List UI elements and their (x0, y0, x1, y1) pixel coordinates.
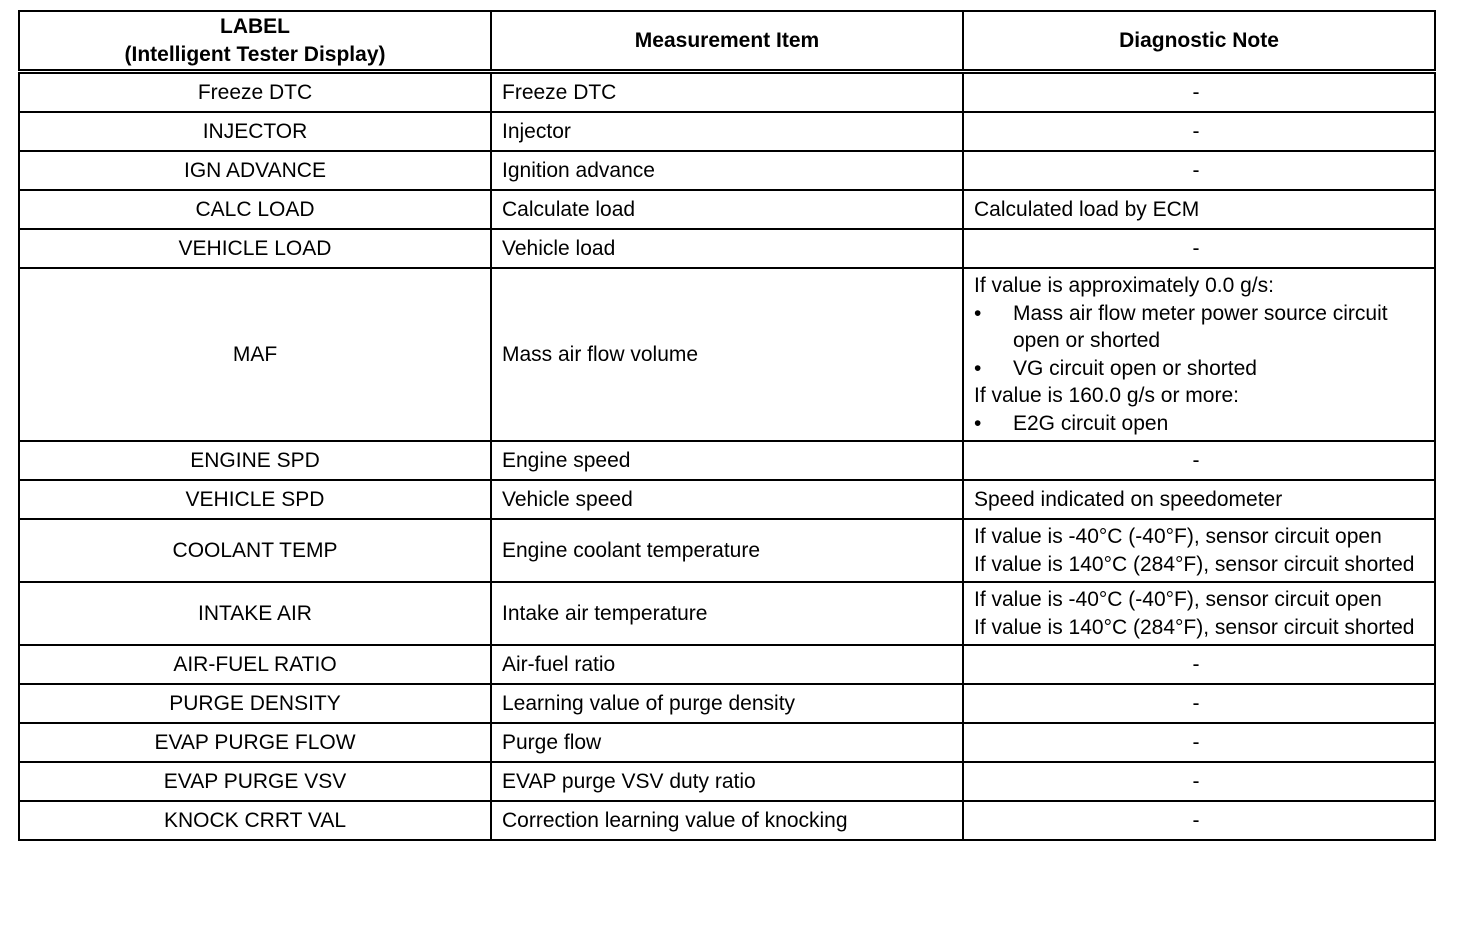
row-label: EVAP PURGE FLOW (19, 723, 491, 762)
bullet-icon: • (974, 301, 982, 325)
row-diagnostic-note: - (963, 723, 1435, 762)
row-diagnostic-note: Calculated load by ECM (963, 190, 1435, 229)
row-label: INTAKE AIR (19, 582, 491, 645)
row-label: COOLANT TEMP (19, 519, 491, 582)
row-diagnostic-note (963, 268, 1435, 441)
note-bullet (974, 355, 1428, 383)
row-label: VEHICLE SPD (19, 480, 491, 519)
header-diagnostic-note: Diagnostic Note (963, 11, 1435, 72)
bullet-icon: • (974, 356, 982, 380)
row-diagnostic-note: - (963, 112, 1435, 151)
row-diagnostic-note: - (963, 229, 1435, 268)
note-bullet-text: VG circuit open or shorted (1013, 356, 1257, 380)
note-bullet (974, 300, 1428, 355)
row-label: INJECTOR (19, 112, 491, 151)
table-row (19, 190, 1435, 229)
header-measurement-item: Measurement Item (491, 11, 963, 72)
row-measurement-item: Injector (491, 112, 963, 151)
row-measurement-item: Correction learning value of knocking (491, 801, 963, 840)
table-row (19, 441, 1435, 480)
note-bullet (974, 410, 1428, 438)
table-row (19, 112, 1435, 151)
table-body (19, 72, 1435, 841)
row-label: AIR-FUEL RATIO (19, 645, 491, 684)
header-label-line1: LABEL (220, 15, 290, 38)
table-row (19, 72, 1435, 113)
note-bullet-text: Mass air flow meter power source circuit open or shorted (1013, 301, 1388, 352)
note-line: If value is 140°C (284°F), sensor circuit shorted (974, 615, 1415, 639)
row-diagnostic-note: - (963, 762, 1435, 801)
row-label: IGN ADVANCE (19, 151, 491, 190)
row-diagnostic-note: - (963, 72, 1435, 113)
row-measurement-item: Air-fuel ratio (491, 645, 963, 684)
row-measurement-item: Calculate load (491, 190, 963, 229)
row-label: KNOCK CRRT VAL (19, 801, 491, 840)
table-row (19, 801, 1435, 840)
table-row (19, 229, 1435, 268)
note-bullet-text: E2G circuit open (1013, 411, 1169, 435)
row-label: Freeze DTC (19, 72, 491, 113)
row-measurement-item: Vehicle speed (491, 480, 963, 519)
row-diagnostic-note: - (963, 151, 1435, 190)
row-diagnostic-note (963, 582, 1435, 645)
row-diagnostic-note: - (963, 801, 1435, 840)
row-measurement-item: Engine speed (491, 441, 963, 480)
row-label: VEHICLE LOAD (19, 229, 491, 268)
row-measurement-item: Intake air temperature (491, 582, 963, 645)
row-measurement-item: Engine coolant temperature (491, 519, 963, 582)
table-row (19, 684, 1435, 723)
row-diagnostic-note: - (963, 441, 1435, 480)
note-line: If value is 160.0 g/s or more: (974, 384, 1239, 407)
row-diagnostic-note (963, 519, 1435, 582)
header-row (19, 11, 1435, 72)
row-measurement-item: Mass air flow volume (491, 268, 963, 441)
row-measurement-item: EVAP purge VSV duty ratio (491, 762, 963, 801)
row-label: EVAP PURGE VSV (19, 762, 491, 801)
header-label (19, 11, 491, 72)
table-row (19, 645, 1435, 684)
row-measurement-item: Ignition advance (491, 151, 963, 190)
row-label: ENGINE SPD (19, 441, 491, 480)
row-diagnostic-note: Speed indicated on speedometer (963, 480, 1435, 519)
row-label: CALC LOAD (19, 190, 491, 229)
table-row (19, 151, 1435, 190)
row-label: PURGE DENSITY (19, 684, 491, 723)
table-row (19, 762, 1435, 801)
note-line: If value is 140°C (284°F), sensor circuit shorted (974, 552, 1415, 576)
table-row (19, 480, 1435, 519)
row-label: MAF (19, 268, 491, 441)
header-label-line2: (Intelligent Tester Display) (124, 42, 386, 66)
table-row (19, 582, 1435, 645)
row-measurement-item: Purge flow (491, 723, 963, 762)
row-measurement-item: Freeze DTC (491, 72, 963, 113)
row-measurement-item: Learning value of purge density (491, 684, 963, 723)
note-line: If value is approximately 0.0 g/s: (974, 274, 1274, 297)
note-line: If value is -40°C (-40°F), sensor circuit open (974, 588, 1382, 611)
table-header (19, 11, 1435, 72)
table-row (19, 519, 1435, 582)
row-diagnostic-note: - (963, 684, 1435, 723)
bullet-icon: • (974, 411, 982, 435)
row-measurement-item: Vehicle load (491, 229, 963, 268)
row-diagnostic-note: - (963, 645, 1435, 684)
table-row (19, 723, 1435, 762)
diagnostic-data-table (18, 10, 1436, 841)
note-line: If value is -40°C (-40°F), sensor circuit open (974, 525, 1382, 548)
table-row (19, 268, 1435, 441)
